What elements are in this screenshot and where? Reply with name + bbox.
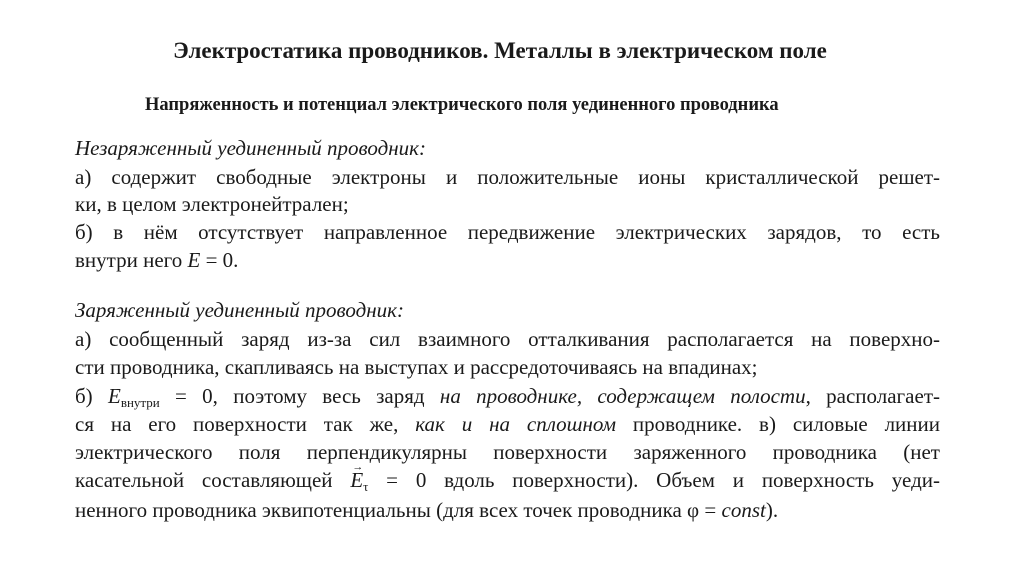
text: касательной составляющей: [75, 468, 351, 492]
paragraph-line: [75, 248, 940, 272]
emphasis: на проводнике, содержащем полости: [439, 384, 806, 408]
formula-const: const: [721, 498, 766, 522]
text: = 0 вдоль поверхности). Объем и поверхность уеди-: [368, 468, 940, 492]
subscript: внутри: [120, 395, 160, 410]
subscript: τ: [363, 479, 369, 494]
paragraph-line: б) в нём отсутствует направленное передвижение электрических зарядов, то есть: [75, 220, 940, 244]
uncharged-heading: [75, 136, 940, 160]
formula-E: E: [107, 384, 121, 408]
charged-heading: [75, 298, 940, 322]
paragraph-line: [75, 412, 940, 436]
paragraph-line: а) сообщенный заряд из-за сил взаимного отталкивания располагается на поверхно-: [75, 327, 940, 351]
emphasis: как и на сплошном: [415, 412, 616, 436]
paragraph-line: [75, 498, 940, 522]
paragraph-line: [75, 384, 940, 415]
vector-E: → E: [350, 468, 363, 492]
page-title: Электростатика проводников. Металлы в электрическом поле: [173, 38, 827, 63]
heading-text: Заряженный уединенный проводник:: [75, 298, 404, 322]
paragraph-line: сти проводника, скапливаясь на выступах и рассредоточиваясь на впадинах;: [75, 355, 758, 379]
paragraph-line: ки, в целом электронейтрален;: [75, 192, 349, 216]
paragraph-line: [75, 468, 940, 499]
text: ненного проводника эквипотенциальны (для всех точек проводника φ =: [75, 498, 722, 522]
formula-E: E: [187, 248, 201, 272]
text: ся на его поверхности так же,: [75, 412, 416, 436]
text: , располагает-: [805, 384, 940, 408]
text: внутри него: [75, 248, 188, 272]
text: = 0.: [200, 248, 239, 272]
text: проводнике. в) силовые линии: [616, 412, 940, 436]
text: б): [75, 384, 108, 408]
text: = 0, поэтому весь заряд: [159, 384, 440, 408]
paragraph-line: электрического поля перпендикулярны поверхности заряженного проводника (нет: [75, 440, 940, 464]
paragraph-line: а) содержит свободные электроны и положительные ионы кристаллической решет-: [75, 165, 940, 189]
heading-text: Незаряженный уединенный проводник:: [75, 136, 426, 160]
text: ).: [765, 498, 779, 522]
section-subtitle: Напряженность и потенциал электрического поля уединенного проводника: [145, 95, 779, 115]
